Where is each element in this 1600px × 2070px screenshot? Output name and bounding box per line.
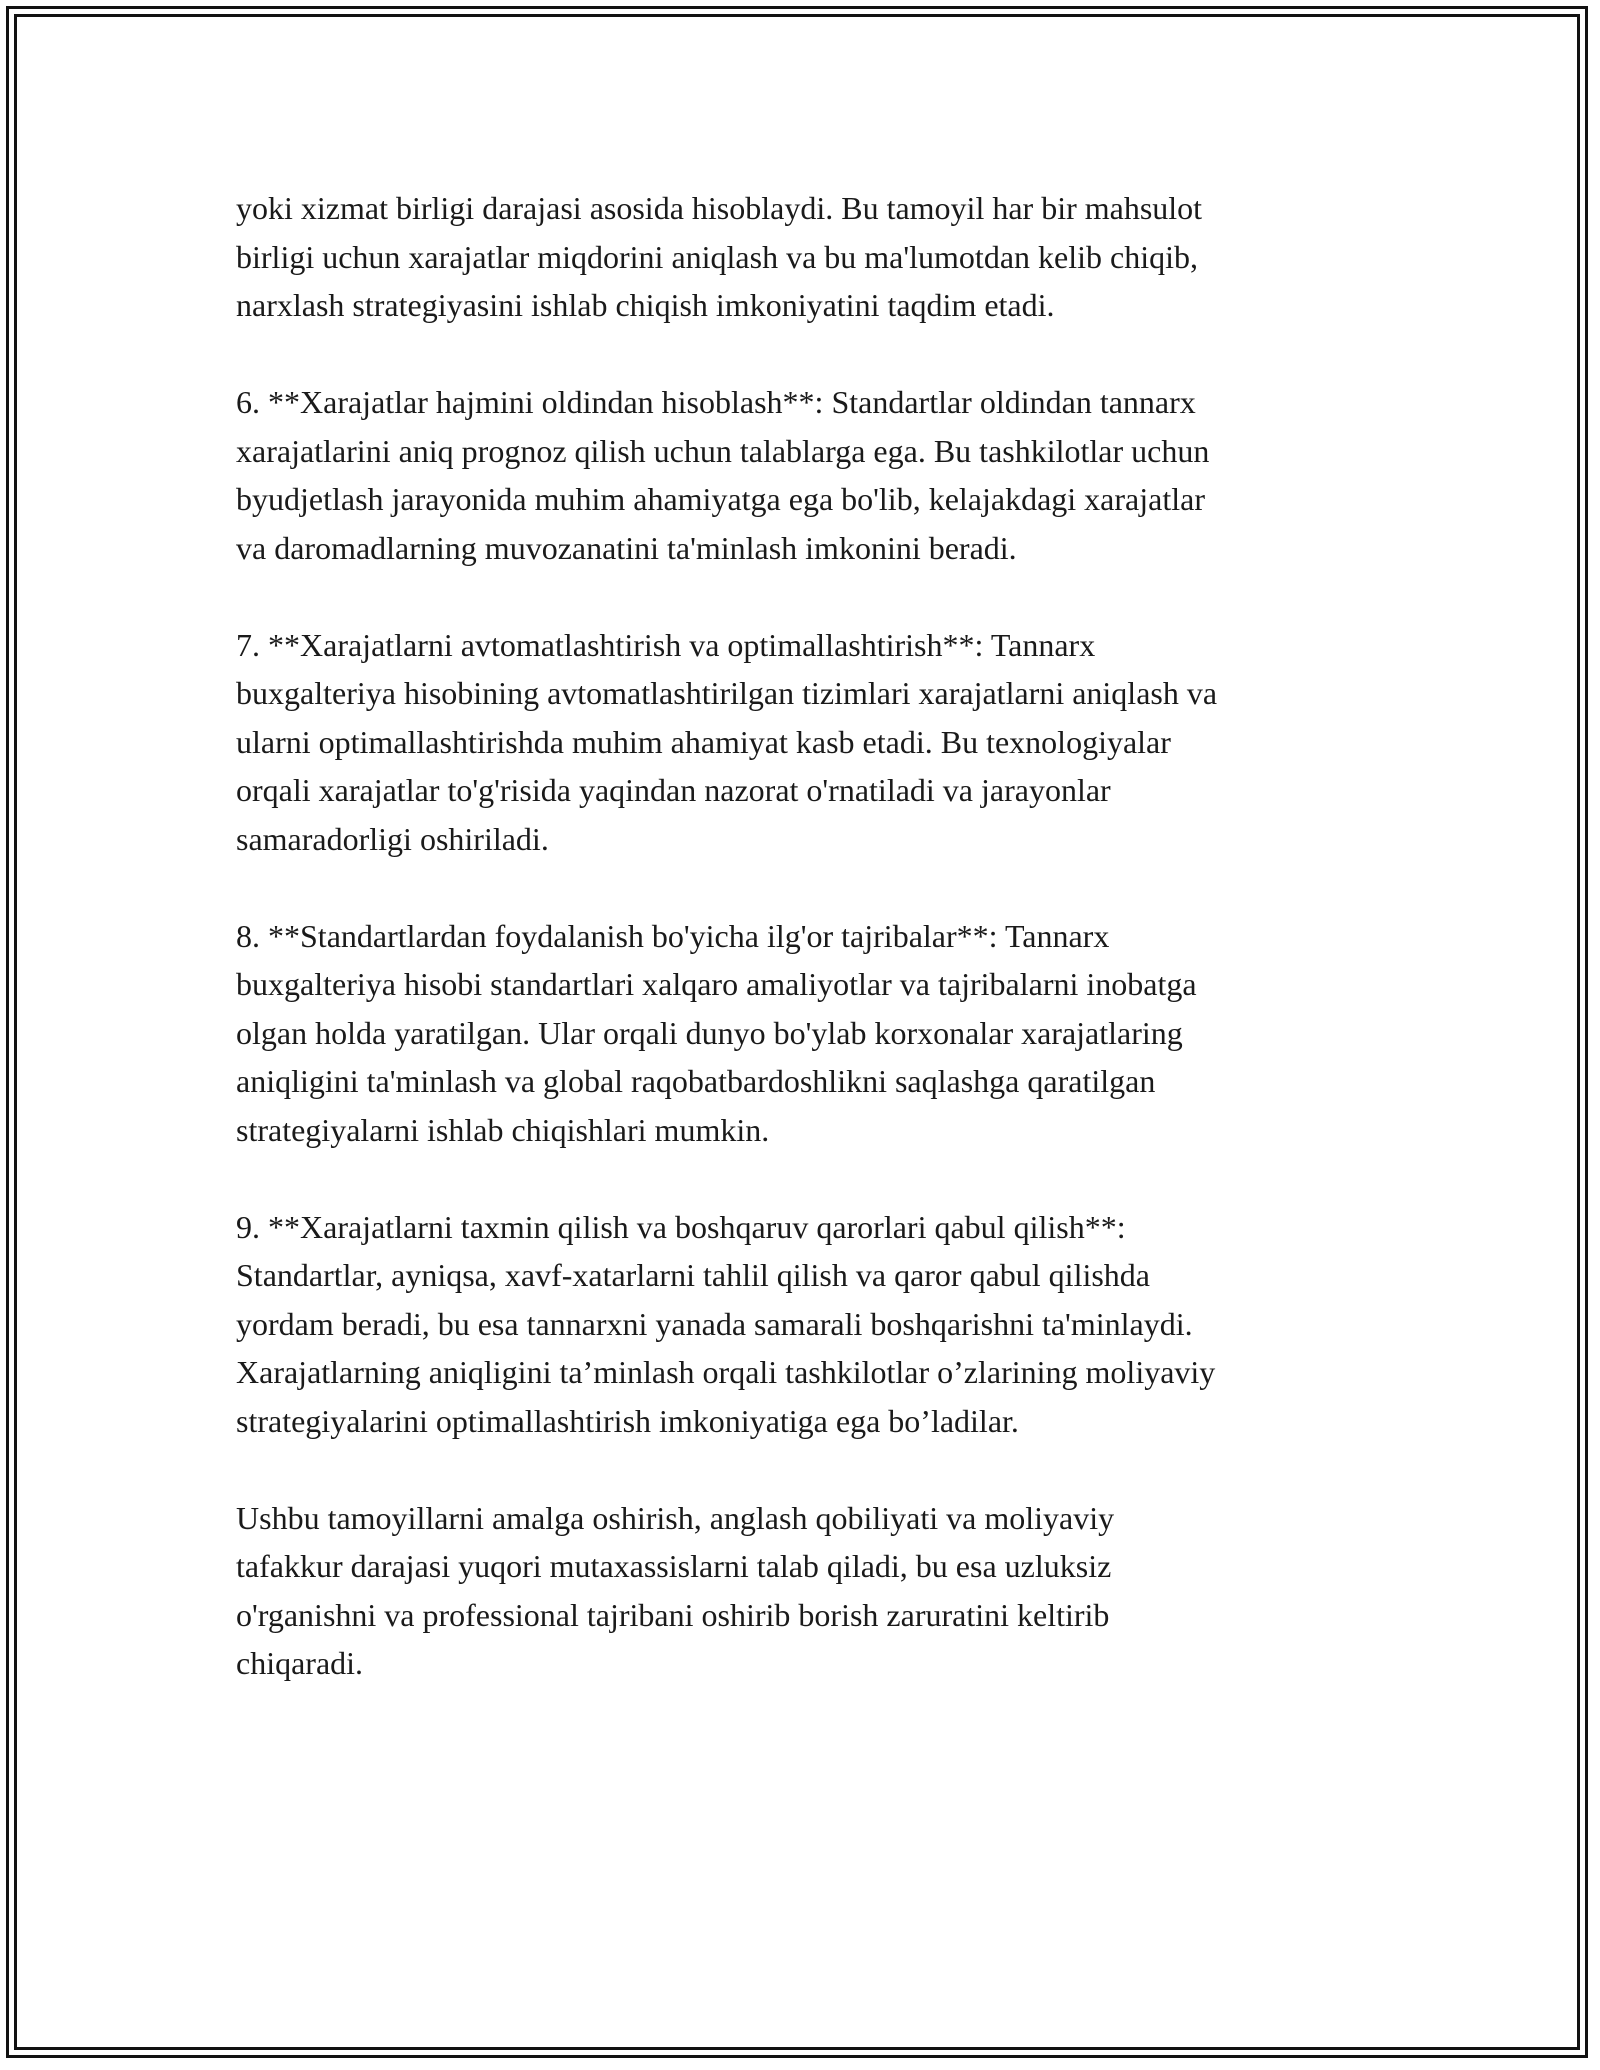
text-line: olgan holda yaratilgan. Ular orqali dunyo bo'ylab korxonalar xarajatlaring — [236, 1014, 1183, 1051]
document-body — [236, 184, 1386, 1736]
text-line: tafakkur darajasi yuqori mutaxassislarni talab qiladi, bu esa uzluksiz — [236, 1548, 1112, 1584]
text-line: Standartlar, ayniqsa, xavf-xatarlarni tahlil qilish va qaror qabul qilishda — [236, 1257, 1150, 1293]
paragraph-item-9 — [236, 1203, 1386, 1446]
text-line: 9. **Xarajatlarni taxmin qilish va boshqaruv qarorlari qabul qilish**: — [236, 1208, 1126, 1245]
text-line: yoki xizmat birligi darajasi asosida hisoblaydi. Bu tamoyil har bir mahsulot — [236, 190, 1203, 226]
text-line: 8. **Standartlardan foydalanish bo'yicha ilg'or tajribalar**: Tannarx — [236, 917, 1110, 954]
paragraph-item-8 — [236, 912, 1386, 1155]
text-line: strategiyalarni ishlab chiqishlari mumkin. — [236, 1111, 770, 1148]
text-line: 6. **Xarajatlar hajmini oldindan hisoblash**: Standartlar oldindan tannarx — [236, 384, 1196, 420]
text-line: ularni optimallashtirishda muhim ahamiyat kasb etadi. Bu texnologiyalar — [236, 723, 1171, 760]
text-line: buxgalteriya hisobi standartlari xalqaro amaliyotlar va tajribalarni inobatga — [236, 966, 1197, 1002]
text-line: aniqligini ta'minlash va global raqobatbardoshlikni saqlashga qaratilgan — [236, 1063, 1156, 1099]
text-line: buxgalteriya hisobining avtomatlashtirilgan tizimlari xarajatlarni aniqlash va — [236, 675, 1218, 711]
text-line: o'rganishni va professional tajribani oshirib borish zaruratini keltirib — [236, 1596, 1110, 1633]
text-line: strategiyalarini optimallashtirish imkoniyatiga ega bo’ladilar. — [236, 1402, 1019, 1439]
text-line: Ushbu tamoyillarni amalga oshirish, anglash qobiliyati va moliyaviy — [236, 1499, 1115, 1536]
text-line: chiqaradi. — [236, 1645, 364, 1681]
text-line: Xarajatlarning aniqligini ta’minlash orqali tashkilotlar o’zlarining moliyaviy — [236, 1354, 1216, 1390]
paragraph-item-6 — [236, 378, 1386, 572]
text-line: narxlash strategiyasini ishlab chiqish imkoniyatini taqdim etadi. — [236, 287, 1055, 323]
text-line: byudjetlash jarayonida muhim ahamiyatga ega bo'lib, kelajakdagi xarajatlar — [236, 481, 1205, 517]
text-line: va daromadlarning muvozanatini ta'minlash imkonini beradi. — [236, 529, 1017, 566]
text-line: birligi uchun xarajatlar miqdorini aniqlash va bu ma'lumotdan kelib chiqib, — [236, 238, 1198, 275]
text-line: yordam beradi, bu esa tannarxni yanada samarali boshqarishni ta'minlaydi. — [236, 1305, 1193, 1342]
paragraph-intro-continuation — [236, 184, 1386, 330]
text-line: samaradorligi oshiriladi. — [236, 820, 549, 857]
text-line: xarajatlarini aniq prognoz qilish uchun talablarga ega. Bu tashkilotlar uchun — [236, 432, 1210, 469]
paragraph-conclusion — [236, 1494, 1386, 1688]
text-line: orqali xarajatlar to'g'risida yaqindan nazorat o'rnatiladi va jarayonlar — [236, 772, 1111, 808]
paragraph-item-7 — [236, 621, 1386, 864]
text-line: 7. **Xarajatlarni avtomatlashtirish va optimallashtirish**: Tannarx — [236, 626, 1096, 663]
